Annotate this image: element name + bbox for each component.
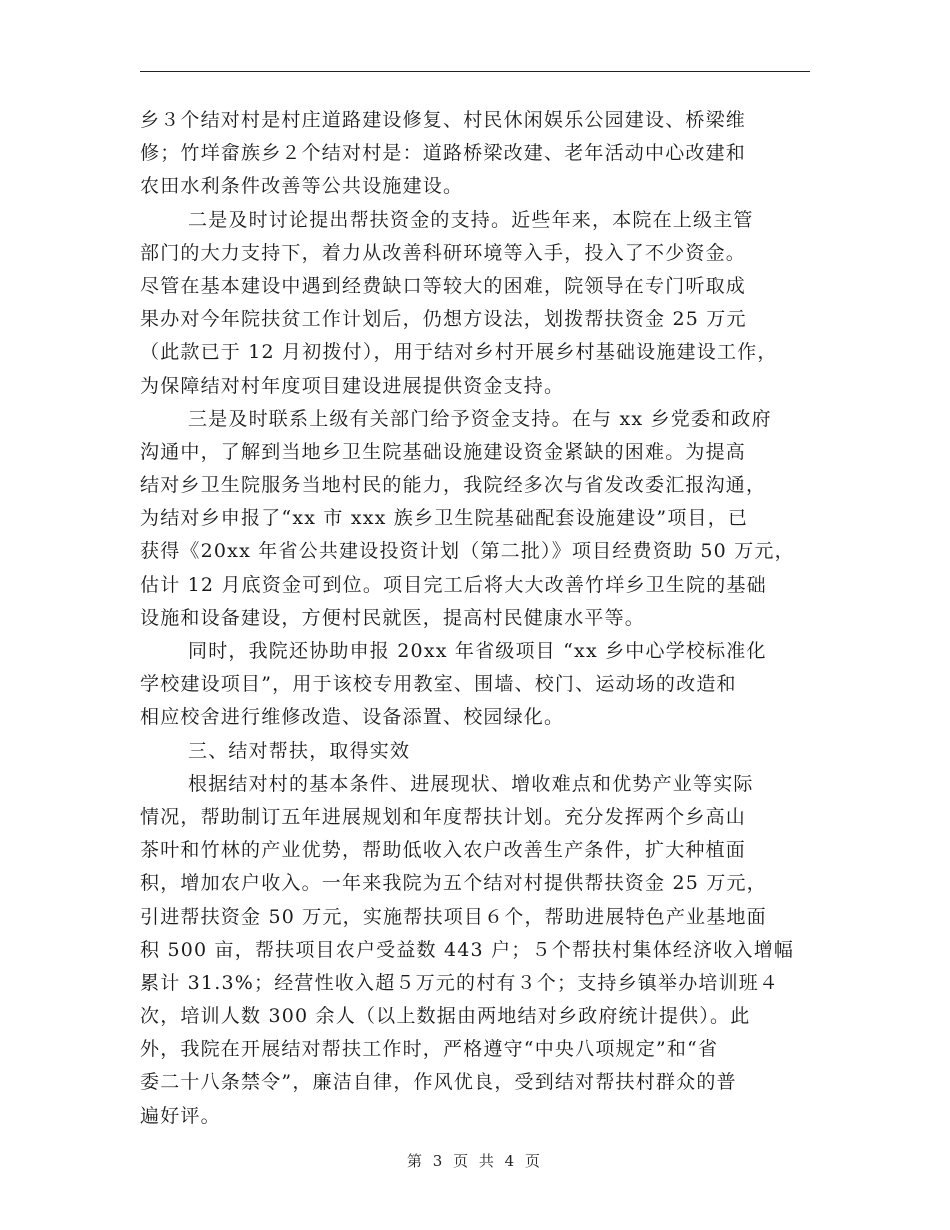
text-line: 情况，帮助制订五年进展规划和年度帮扶计划。充分发挥两个乡高山 [140, 805, 747, 828]
text-line: 学校建设项目”，用于该校专用教室、围墙、校门、运动场的改造和 [140, 673, 737, 696]
text-line: 遍好评。 [140, 1104, 221, 1127]
text-line: 外，我院在开展结对帮扶工作时，严格遵守“中央八项规定”和“省 [140, 1038, 719, 1061]
text-line: 委二十八条禁令”，廉洁自律，作风优良，受到结对帮扶村群众的普 [140, 1071, 737, 1094]
page-number-footer: 第 3 页 共 4 页 [407, 1152, 543, 1170]
text-line: 尽管在基本建设中遇到经费缺口等较大的困难，院领导在专门听取成 [140, 274, 747, 297]
text-line: 次，培训人数 300 余人（以上数据由两地结对乡政府统计提供）。此 [140, 1005, 751, 1028]
text-line: 积，增加农户收入。一年来我院为五个结对村提供帮扶资金 25 万元， [140, 872, 767, 895]
paragraph-first-line: 三是及时联系上级有关部门给予资金支持。在与 xx 乡党委和政府 [188, 407, 772, 430]
text-line: 农田水利条件改善等公共设施建设。 [140, 175, 464, 198]
text-line: 乡３个结对村是村庄道路建设修复、村民休闲娱乐公园建设、桥梁维 [140, 109, 747, 131]
text-line: 估计 12 月底资金可到位。项目完工后将大大改善竹垟乡卫生院的基础 [140, 573, 767, 596]
body-text [140, 104, 815, 1133]
text-line: 为保障结对村年度项目建设进展提供资金支持。 [140, 374, 565, 397]
text-line: 获得《20xx 年省公共建设投资计划（第二批）》项目经费资助 50 万元， [140, 540, 795, 563]
paragraph-first-line: 二是及时讨论提出帮扶资金的支持。近些年来，本院在上级主管 [188, 208, 754, 231]
paragraph-first-line: 根据结对村的基本条件、进展现状、增收难点和优势产业等实际 [188, 772, 754, 795]
text-line: 为结对乡申报了“xx 市 xxx 族乡卫生院基础配套设施建设”项目，已 [140, 507, 749, 530]
text-line: 果办对今年院扶贫工作计划后，仍想方设法，划拨帮扶资金 25 万元 [140, 308, 747, 331]
text-line: 结对乡卫生院服务当地村民的能力，我院经多次与省发改委汇报沟通， [140, 474, 767, 497]
text-line: 累计 31.3%；经营性收入超５万元的村有３个；支持乡镇举办培训班４ [140, 971, 780, 994]
header-rule [140, 71, 810, 72]
paragraph-first-line: 同时，我院还协助申报 20xx 年省级项目 “xx 乡中心学校标准化 [188, 640, 767, 662]
text-line: 设施和设备建设，方便村民就医，提高村民健康水平等。 [140, 606, 646, 629]
text-line: 沟通中，了解到当地乡卫生院基础设施建设资金紧缺的困难。为提高 [140, 440, 747, 463]
text-line: 引进帮扶资金 50 万元，实施帮扶项目６个，帮助进展特色产业基地面 [140, 905, 767, 928]
text-line: 相应校舍进行维修改造、设备添置、校园绿化。 [140, 706, 565, 729]
text-line: 积 500 亩，帮扶项目农户受益数 443 户；５个帮扶村集体经济收入增幅 [140, 938, 795, 961]
text-line: （此款已于 12 月初拨付），用于结对乡村开展乡村基础设施建设工作， [140, 341, 778, 364]
text-line: 部门的大力支持下，着力从改善科研环境等入手，投入了不少资金。 [140, 241, 747, 264]
text-line: 修；竹垟畲族乡２个结对村是：道路桥梁改建、老年活动中心改建和 [140, 142, 747, 165]
text-line: 茶叶和竹林的产业优势，帮助低收入农户改善生产条件，扩大种植面 [140, 839, 747, 862]
section-heading: 三、结对帮扶，取得实效 [188, 739, 411, 762]
